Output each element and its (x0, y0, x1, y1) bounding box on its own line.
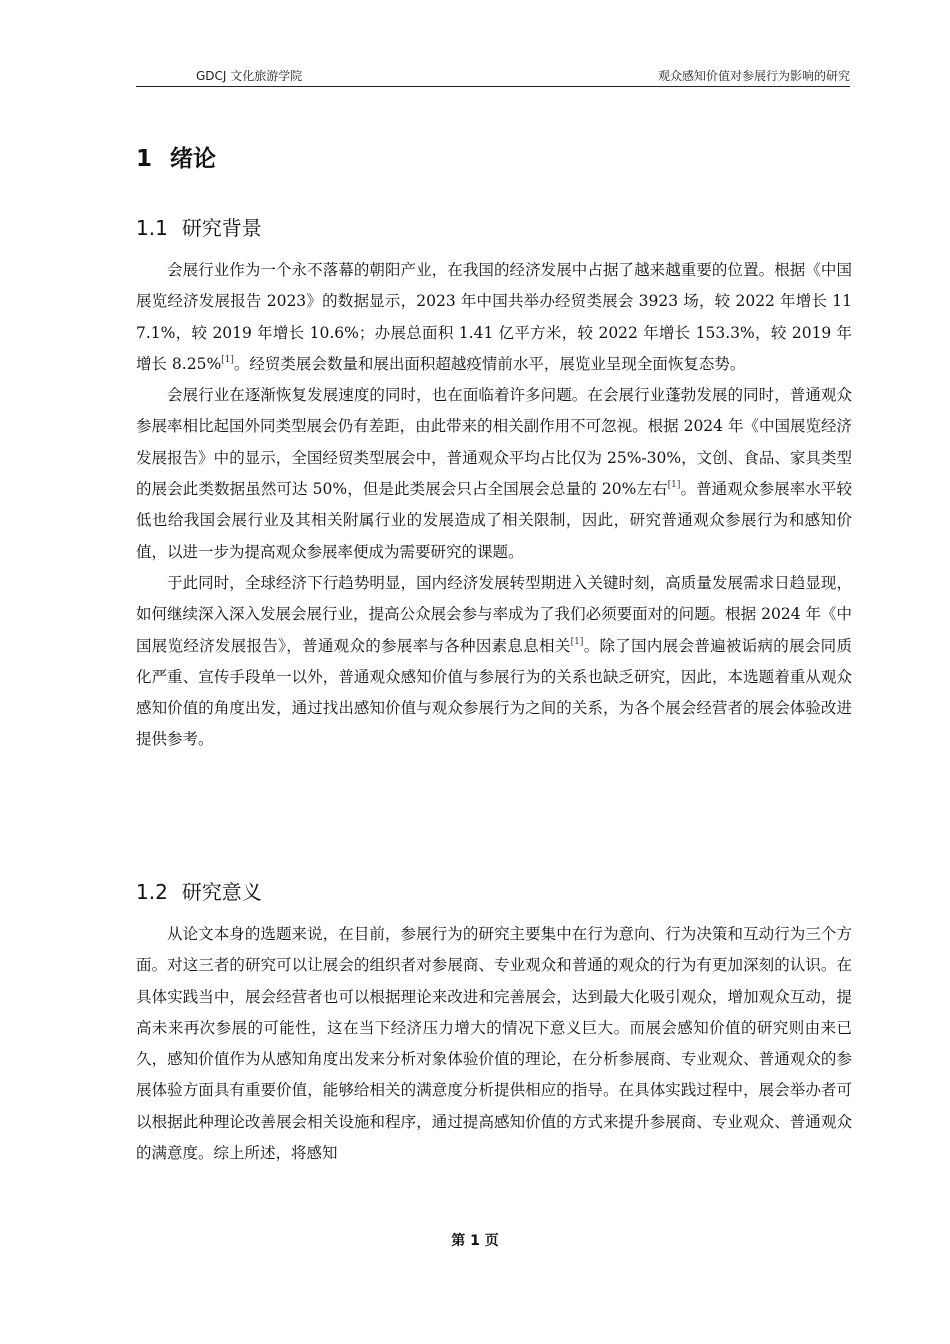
page-number: 第 1 页 (451, 1233, 499, 1249)
section-title: 研究背景 (181, 216, 262, 240)
citation-marker: [1] (570, 636, 584, 647)
header-institution: GDCJ 文化旅游学院 (196, 69, 303, 83)
chapter-number: 1 (136, 146, 153, 172)
paragraph (136, 255, 852, 380)
section-heading-1-1 (136, 212, 262, 241)
paragraph (136, 380, 852, 568)
section-heading-1-2 (136, 876, 262, 905)
page-header (136, 62, 850, 87)
paragraph-text: 从论文本身的选题来说，在目前，参展行为的研究主要集中在行为意向、行为决策和互动行为三个方面。对这三者的研究可以让展会的组织者对参展商、专业观众和普通的观众的行为有更加深刻的认识。在具体实践当中，展会经营者也可以根据理论来改进和完善展会，达到最大化吸引观众，增加观众互动，提高未来再次参展的可能性，这在当下经济压力增大的情况下意义巨大。而展会感知价值的研究则由来已久，感知价值作为从感知角度出发来分析对象体验价值的理论，在分析参展商、专业观众、普通观众的参展体验方面具有重要价值，能够给相关的满意度分析提供相应的指导。在具体实践过程中，展会举办者可以根据此种理论改善展会相关设施和程序，通过提高感知价值的方式来提升参展商、专业观众、普通观众的满意度。综上所述，将感知 (136, 925, 852, 1163)
citation-marker: [1] (221, 354, 234, 365)
chapter-title: 绪论 (170, 146, 217, 172)
section-body-1-1 (136, 255, 852, 756)
section-number: 1.2 (136, 880, 168, 904)
paragraph-text: 会展行业在逐渐恢复发展速度的同时，也在面临着许多问题。在会展行业蓬勃发展的同时，普通观众参展率相比起国外同类型展会仍有差距，由此带来的相关副作用不可忽视。根据 2024 年《中国展览经济发展报告》中的显示，全国经贸类型展会中，普通观众平均占比仅为 25%-30%，文创、食品、家具类型的展会此类数据虽然可达 50%，但是此类展会只占全国展会总量的 20%左右 (136, 386, 852, 499)
paragraph-text: 于此同时，全球经济下行趋势明显，国内经济发展转型期进入关键时刻，高质量发展需求日趋显现，如何继续深入深入发展会展行业，提高公众展会参与率成为了我们必须要面对的问题。根据 2024 年《中国展览经济发展报告》，普通观众的参展率与各种因素息息相关 (136, 573, 852, 655)
header-thesis-title: 观众感知价值对参展行为影响的研究 (657, 69, 850, 83)
paragraph (136, 919, 852, 1169)
paragraph-text: 。经贸类展会数量和展出面积超越疫情前水平，展览业呈现全面恢复态势。 (233, 354, 746, 373)
chapter-heading (136, 140, 216, 173)
paragraph-text: 。普通观众参展率水平较低也给我国会展行业及其相关附属行业的发展造成了相关限制，因此，研究普通观众参展行为和感知价值，以进一步为提高观众参展率便成为需要研究的课题。 (136, 480, 852, 561)
section-number: 1.1 (136, 216, 168, 240)
section-title: 研究意义 (181, 880, 262, 904)
paragraph-text: 会展行业作为一个永不落幕的朝阳产业，在我国的经济发展中占据了越来越重要的位置。根据《中国展览经济发展报告 2023》的数据显示，2023 年中国共举办经贸类展会 3923 场，较 2022 年增长 117.1%，较 2019 年增长 10.6%；办展总面积 1.41 亿平方米，较 2022 年增长 153.3%，较 2019 年增长 8.25% (136, 261, 852, 373)
paragraph (136, 568, 852, 756)
section-body-1-2 (136, 919, 852, 1169)
citation-marker: [1] (667, 480, 681, 491)
paragraph-text: 。除了国内展会普遍被诟病的展会同质化严重、宣传手段单一以外，普通观众感知价值与参展行为的关系也缺乏研究，因此，本选题着重从观众感知价值的角度出发，通过找出感知价值与观众参展行为之间的关系，为各个展会经营者的展会体验改进提供参考。 (136, 636, 852, 749)
